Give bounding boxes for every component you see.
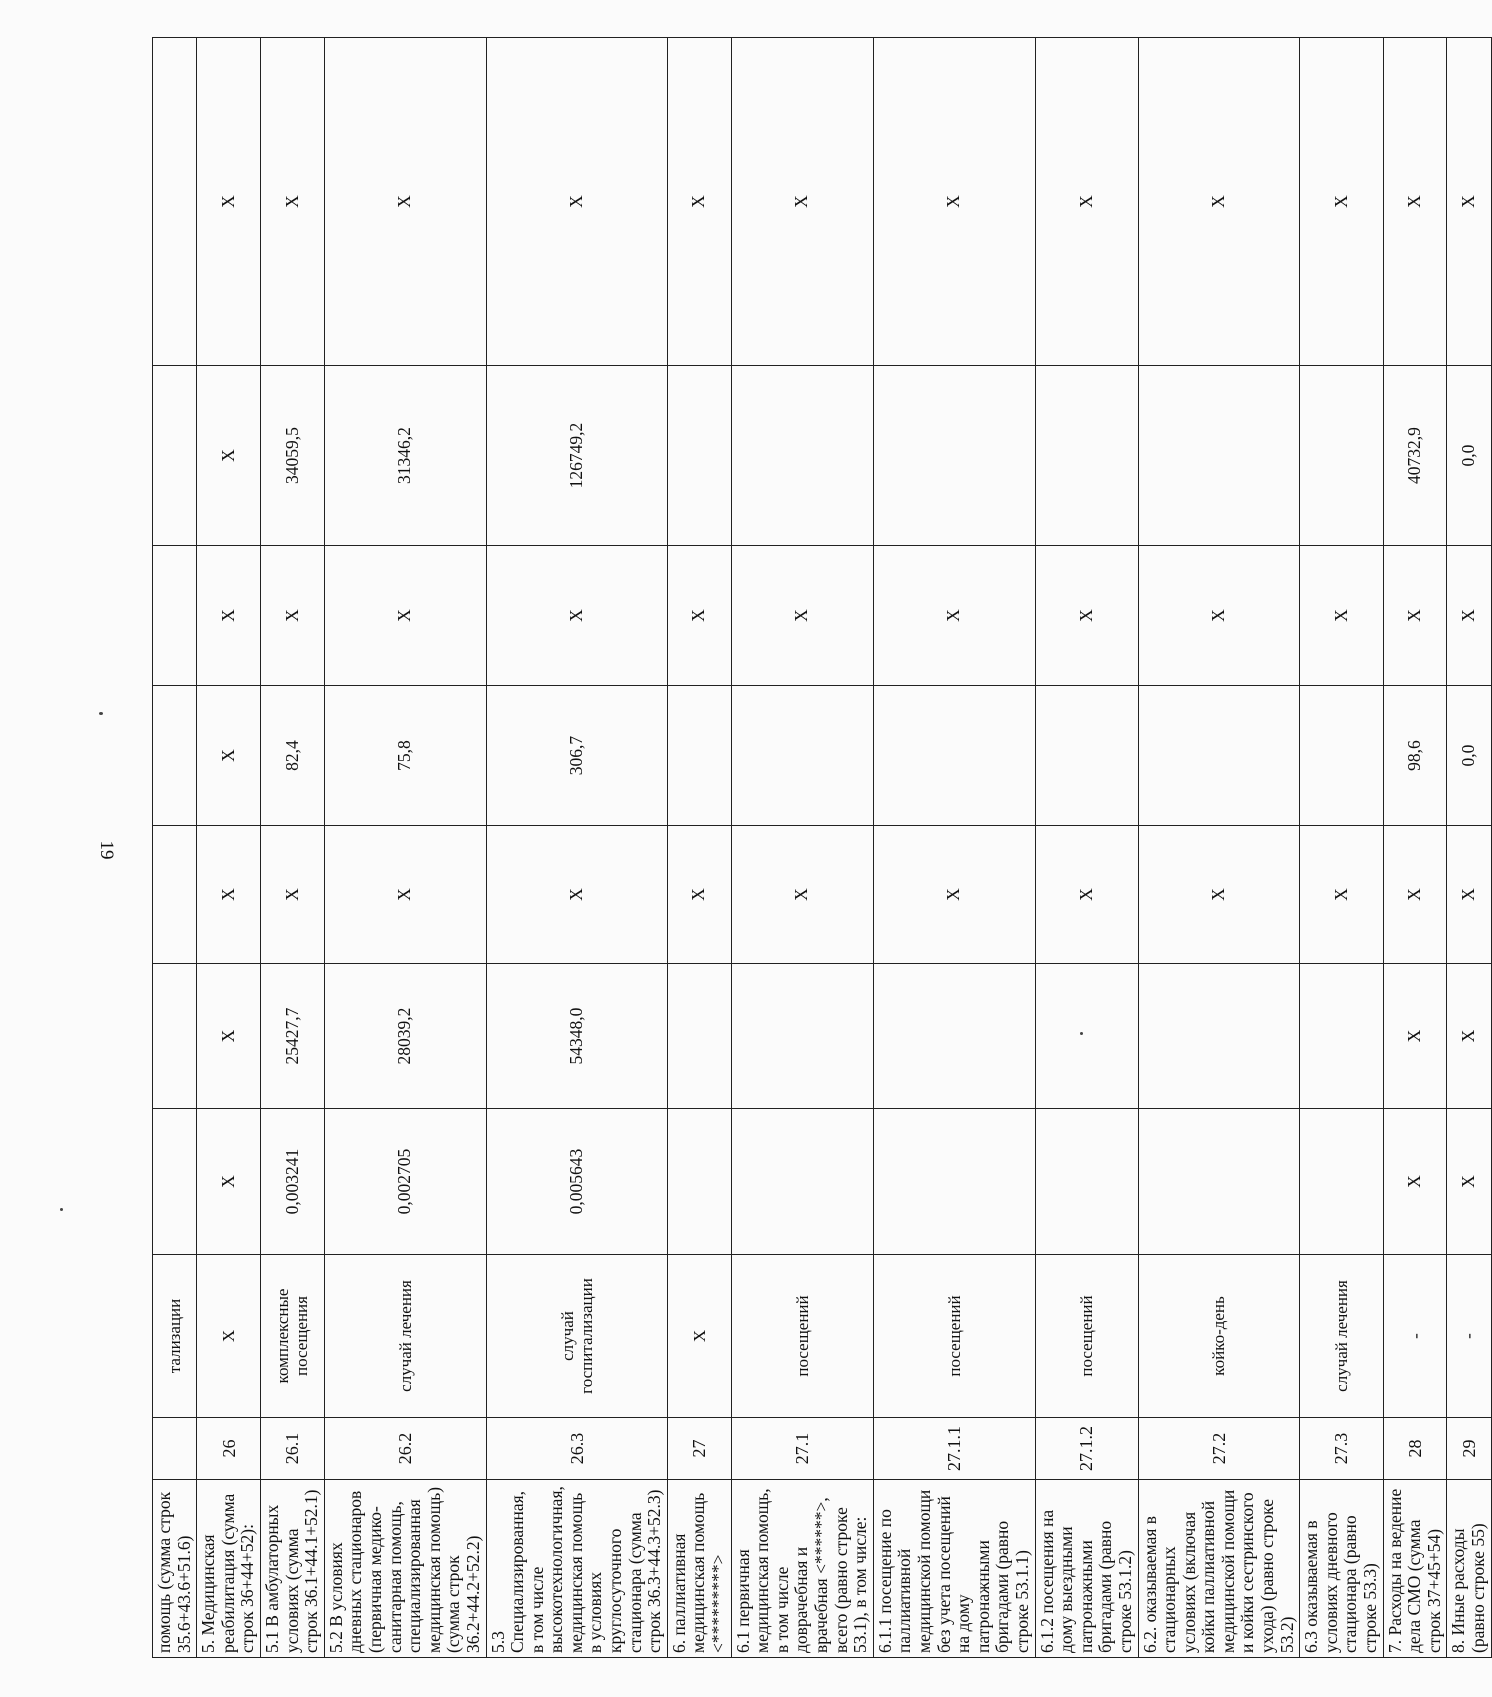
value-cell: 25427,7 — [260, 964, 324, 1109]
scan-speck — [99, 712, 103, 715]
value-cell — [1300, 366, 1383, 546]
value-cell — [1035, 1109, 1138, 1255]
value-cell: Х — [1383, 1109, 1447, 1255]
value-cell: Х — [731, 546, 873, 686]
table-row — [873, 38, 1035, 1658]
row-unit: Х — [667, 1255, 731, 1418]
value-cell: Х — [197, 38, 261, 366]
row-description: 5.2 В условиях дневных стационаров (первичная медико-санитарная помощь, специализированная медицинская помощь) (сумма строк 36.2+44.2+52.2) — [324, 1480, 486, 1658]
row-code — [153, 1418, 197, 1480]
row-unit: тализации — [153, 1255, 197, 1418]
value-cell — [1138, 686, 1300, 826]
value-cell — [153, 366, 197, 546]
value-cell: Х — [324, 38, 486, 366]
row-description: 5.1 В амбулаторных условиях (сумма строк 36.1+44.1+52.1) — [260, 1480, 324, 1658]
value-cell: Х — [260, 826, 324, 964]
row-description: 6.2. оказываемая в стационарных условиях (включая койки паллиативной медицинской помощи и койки сестринского ухода) (равно строке 53.2) — [1138, 1480, 1300, 1658]
value-cell: Х — [1035, 546, 1138, 686]
value-cell — [873, 1109, 1035, 1255]
value-cell: Х — [324, 546, 486, 686]
continuation-row — [153, 38, 197, 1658]
row-description: 5. Медицинская реабилитация (сумма строк 36+44+52): — [197, 1480, 261, 1658]
value-cell: Х — [197, 366, 261, 546]
value-cell: Х — [197, 1109, 261, 1255]
value-cell — [667, 1109, 731, 1255]
page-number: 19 — [96, 840, 117, 860]
value-cell: 126749,2 — [486, 366, 667, 546]
value-cell — [1300, 686, 1383, 826]
value-cell — [153, 38, 197, 366]
value-cell: Х — [197, 964, 261, 1109]
row-code: 28 — [1383, 1418, 1447, 1480]
table-row — [1035, 38, 1138, 1658]
value-cell — [731, 686, 873, 826]
value-cell: 0,002705 — [324, 1109, 486, 1255]
value-cell: 0,003241 — [260, 1109, 324, 1255]
value-cell: Х — [1383, 964, 1447, 1109]
value-cell: Х — [667, 546, 731, 686]
value-cell — [1300, 964, 1383, 1109]
data-table — [152, 37, 1492, 1658]
value-cell: 0,005643 — [486, 1109, 667, 1255]
value-cell — [731, 366, 873, 546]
value-cell — [873, 686, 1035, 826]
value-cell: Х — [197, 546, 261, 686]
value-cell: Х — [197, 686, 261, 826]
value-cell — [1035, 964, 1138, 1109]
value-cell — [153, 1109, 197, 1255]
value-cell: Х — [873, 826, 1035, 964]
row-code: 27.3 — [1300, 1418, 1383, 1480]
value-cell: Х — [731, 826, 873, 964]
value-cell: Х — [1138, 546, 1300, 686]
value-cell: Х — [486, 38, 667, 366]
value-cell — [153, 546, 197, 686]
value-cell: Х — [1300, 38, 1383, 366]
value-cell: Х — [1300, 826, 1383, 964]
row-code: 27.1.2 — [1035, 1418, 1138, 1480]
table-row — [731, 38, 873, 1658]
value-cell: Х — [1383, 826, 1447, 964]
value-cell — [667, 366, 731, 546]
value-cell: Х — [667, 826, 731, 964]
value-cell: Х — [1138, 826, 1300, 964]
value-cell: 82,4 — [260, 686, 324, 826]
value-cell — [873, 366, 1035, 546]
table-row — [486, 38, 667, 1658]
value-cell: Х — [197, 826, 261, 964]
table-row — [197, 38, 261, 1658]
row-code: 29 — [1447, 1418, 1491, 1480]
row-unit: случай лечения — [1300, 1255, 1383, 1418]
value-cell: Х — [1447, 1109, 1491, 1255]
row-code: 27.2 — [1138, 1418, 1300, 1480]
row-description: 6.3 оказываемая в условиях дневного стационара (равно строке 53.3) — [1300, 1480, 1383, 1658]
row-description: помощь (сумма строк 35.6+43.6+51.6) — [153, 1480, 197, 1658]
table-row — [1138, 38, 1300, 1658]
row-unit: посещений — [873, 1255, 1035, 1418]
row-description: 5.3 Специализированная, в том числе высокотехнологичная, медицинская помощь в условиях круглосуточного стационара (сумма строк 36.3+44.3+52.3) — [486, 1480, 667, 1658]
row-code: 26.3 — [486, 1418, 667, 1480]
value-cell: Х — [260, 546, 324, 686]
row-description: 8. Иные расходы (равно строке 55) — [1447, 1480, 1491, 1658]
value-cell: Х — [1383, 38, 1447, 366]
row-unit: койко-день — [1138, 1255, 1300, 1418]
value-cell — [153, 826, 197, 964]
value-cell: 0,0 — [1447, 686, 1491, 826]
value-cell: Х — [486, 546, 667, 686]
value-cell: Х — [260, 38, 324, 366]
value-cell: Х — [1138, 38, 1300, 366]
row-description: 6.1.1 посещение по паллиативной медицинской помощи без учета посещений на дому патронажными бригадами (равно строке 53.1.1) — [873, 1480, 1035, 1658]
value-cell — [153, 964, 197, 1109]
value-cell: Х — [1035, 38, 1138, 366]
value-cell — [731, 1109, 873, 1255]
value-cell: Х — [731, 38, 873, 366]
value-cell — [1138, 366, 1300, 546]
value-cell: Х — [1447, 546, 1491, 686]
row-unit: посещений — [731, 1255, 873, 1418]
table-row — [260, 38, 324, 1658]
value-cell: 34059,5 — [260, 366, 324, 546]
row-description: 6.1.2 посещения на дому выездными патронажными бригадами (равно строке 53.1.2) — [1035, 1480, 1138, 1658]
table-row — [1447, 38, 1491, 1658]
value-cell: Х — [1447, 826, 1491, 964]
row-unit: случай госпитализации — [486, 1255, 667, 1418]
value-cell — [1138, 1109, 1300, 1255]
scan-speck — [60, 1208, 63, 1211]
value-cell: Х — [667, 38, 731, 366]
value-cell: 28039,2 — [324, 964, 486, 1109]
value-cell — [1035, 366, 1138, 546]
value-cell: Х — [873, 546, 1035, 686]
value-cell — [1035, 686, 1138, 826]
row-unit: - — [1383, 1255, 1447, 1418]
value-cell: Х — [1447, 38, 1491, 366]
row-description: 6.1 первичная медицинская помощь, в том числе доврачебная и врачебная <******>, всего (равно строке 53.1), в том числе: — [731, 1480, 873, 1658]
value-cell — [1300, 1109, 1383, 1255]
value-cell: 40732,9 — [1383, 366, 1447, 546]
row-description: 6. паллиативная медицинская помощь <*********> — [667, 1480, 731, 1658]
value-cell: Х — [486, 826, 667, 964]
row-unit: - — [1447, 1255, 1491, 1418]
row-code: 27.1 — [731, 1418, 873, 1480]
value-cell: 98,6 — [1383, 686, 1447, 826]
value-cell: Х — [1300, 546, 1383, 686]
value-cell: Х — [1383, 546, 1447, 686]
row-code: 26.1 — [260, 1418, 324, 1480]
value-cell: Х — [873, 38, 1035, 366]
value-cell — [153, 686, 197, 826]
value-cell — [873, 964, 1035, 1109]
value-cell: Х — [324, 826, 486, 964]
table-row — [1300, 38, 1383, 1658]
rotated-table-wrapper — [152, 98, 1488, 1658]
row-code: 27 — [667, 1418, 731, 1480]
row-unit: случай лечения — [324, 1255, 486, 1418]
value-cell — [667, 686, 731, 826]
value-cell: 75,8 — [324, 686, 486, 826]
row-code: 27.1.1 — [873, 1418, 1035, 1480]
value-cell: 0,0 — [1447, 366, 1491, 546]
table-row — [667, 38, 731, 1658]
row-unit: комплексные посещения — [260, 1255, 324, 1418]
row-unit: Х — [197, 1255, 261, 1418]
value-cell — [667, 964, 731, 1109]
value-cell: Х — [1035, 826, 1138, 964]
row-code: 26.2 — [324, 1418, 486, 1480]
table-row — [1383, 38, 1447, 1658]
value-cell — [1138, 964, 1300, 1109]
table-row — [324, 38, 486, 1658]
row-description: 7. Расходы на ведение дела СМО (сумма строк 37+45+54) — [1383, 1480, 1447, 1658]
row-unit: посещений — [1035, 1255, 1138, 1418]
value-cell — [731, 964, 873, 1109]
row-code: 26 — [197, 1418, 261, 1480]
value-cell: 31346,2 — [324, 366, 486, 546]
value-cell: 54348,0 — [486, 964, 667, 1109]
value-cell: 306,7 — [486, 686, 667, 826]
value-cell: Х — [1447, 964, 1491, 1109]
